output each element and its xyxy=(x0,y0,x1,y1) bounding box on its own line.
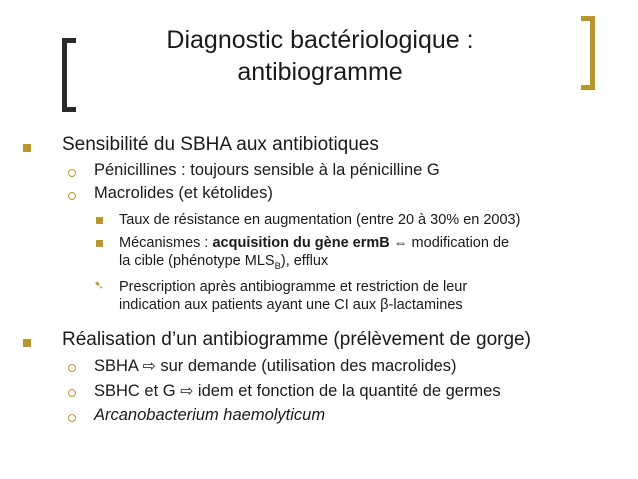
circle-bullet-icon xyxy=(68,169,76,177)
circle-bullet-icon xyxy=(68,414,76,422)
double-arrow-icon: ⇔ xyxy=(393,235,408,250)
circle-bullet-icon xyxy=(68,364,76,372)
section1-heading: Sensibilité du SBHA aux antibiotiques xyxy=(62,134,379,155)
item1-pre: SBHA xyxy=(94,357,143,375)
square-bullet-icon xyxy=(96,217,103,224)
section1-sub1: Taux de résistance en augmentation (entre 20 à 30% en 2003) xyxy=(119,212,521,228)
sub2-line2-subscript: B xyxy=(274,259,281,271)
circle-bullet-icon xyxy=(68,389,76,397)
slide-title xyxy=(100,24,540,88)
right-bracket-decoration xyxy=(581,16,595,90)
section2-item1 xyxy=(94,356,457,376)
item1-post: sur demande (utilisation des macrolides) xyxy=(155,357,457,375)
section1-sub2-line2 xyxy=(119,252,328,275)
item2-post: idem et fonction de la quantité de germes xyxy=(193,382,501,400)
square-bullet-icon xyxy=(23,339,31,347)
right-arrow-icon: ⇨ xyxy=(142,358,156,375)
square-bullet-icon xyxy=(23,144,31,152)
sub3-line2-pre: indication aux patients ayant une CI aux xyxy=(119,297,381,313)
section1-item2: Macrolides (et kétolides) xyxy=(94,184,273,202)
left-bracket-decoration xyxy=(62,38,76,112)
item2-pre: SBHC et G xyxy=(94,382,181,400)
right-arrow-icon: ⇨ xyxy=(180,383,194,400)
section2-heading: Réalisation d’un antibiogramme (prélèvement de gorge) xyxy=(62,329,531,350)
beta-symbol: β xyxy=(380,297,389,313)
sub2-prefix: Mécanismes : xyxy=(119,235,213,251)
section1-sub3-line1: Prescription après antibiogramme et restriction de leur xyxy=(119,279,468,295)
sub2-line2-pre: la cible (phénotype MLS xyxy=(119,253,275,269)
square-bullet-icon xyxy=(96,240,103,247)
section1-item1: Pénicillines : toujours sensible à la pénicilline G xyxy=(94,161,440,179)
arrow-bullet-icon: ➷ xyxy=(94,278,105,292)
section2-item2 xyxy=(94,381,501,401)
sub2-suffix: modification de xyxy=(407,235,510,251)
section2-item3: Arcanobacterium haemolyticum xyxy=(94,406,326,424)
sub3-line2-post: -lactamines xyxy=(388,297,463,313)
title-line-2: antibiogramme xyxy=(237,58,403,86)
sub2-line2-post: ), efflux xyxy=(280,253,329,269)
sub2-bold: acquisition du gène ermB xyxy=(212,235,390,251)
section1-sub3-line2 xyxy=(119,296,463,314)
title-line-1: Diagnostic bactériologique : xyxy=(166,26,474,54)
section1-sub2-line1 xyxy=(119,234,509,252)
circle-bullet-icon xyxy=(68,192,76,200)
